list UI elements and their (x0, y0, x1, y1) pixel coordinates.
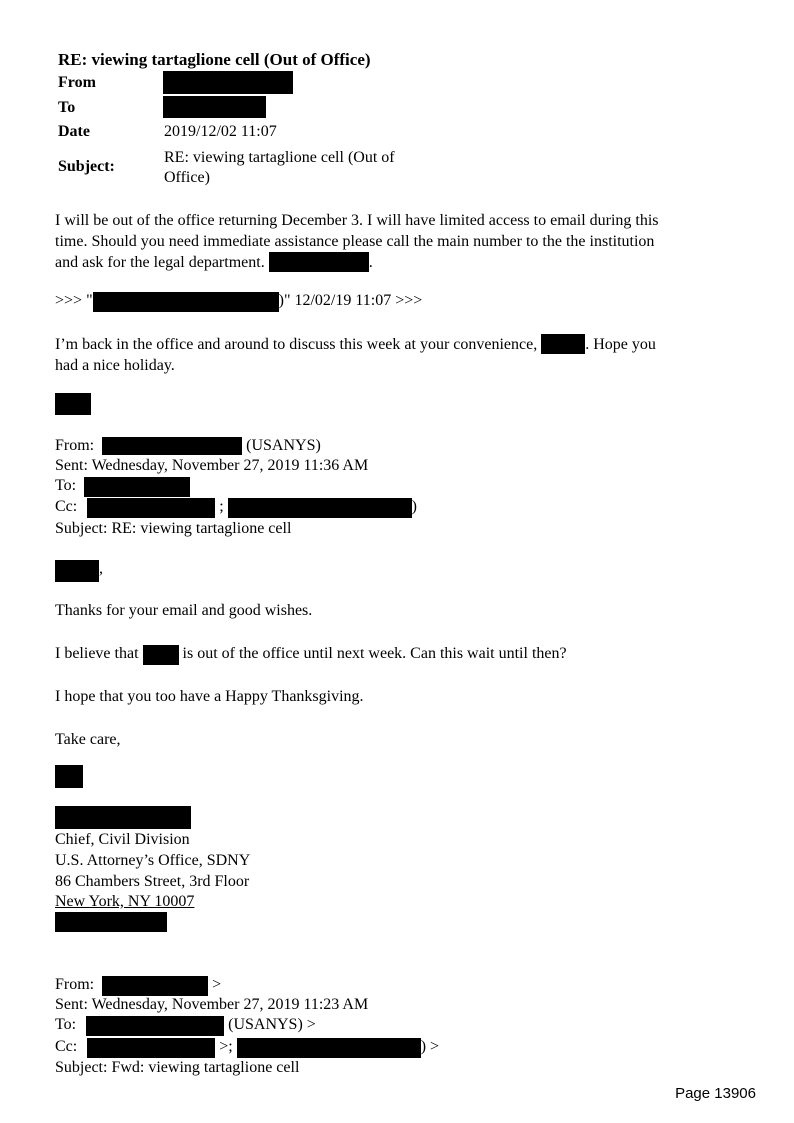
email2-from (55, 976, 221, 996)
email1-thanks: Thanks for your email and good wishes. (55, 602, 313, 619)
email2-cc (55, 1038, 439, 1058)
redaction-email2-from (102, 976, 208, 996)
redaction-email1-greeting (55, 560, 99, 582)
email1-cc (55, 498, 417, 518)
email1-to-label: To: (55, 477, 77, 494)
reply-line-1-start: I’m back in the office and around to discuss this week at your convenience, (55, 336, 538, 353)
email1-greeting-end: , (99, 560, 103, 577)
signature-title: Chief, Civil Division (55, 831, 190, 848)
email1-believe-start: I believe that (55, 645, 139, 662)
redaction-to (163, 96, 266, 118)
redaction-email1-from (102, 437, 242, 455)
redaction-quote-sender (93, 292, 279, 312)
from-label: From (58, 74, 96, 91)
redaction-signature-phone (55, 912, 167, 932)
email1-believe (55, 645, 567, 665)
redaction-email2-cc-1 (87, 1038, 215, 1058)
reply-paragraph (55, 334, 656, 376)
subject-label: Subject: (58, 158, 115, 175)
email1-cc-label: Cc: (55, 498, 78, 515)
email2-cc-label: Cc: (55, 1038, 78, 1055)
redaction-legal-contact (269, 252, 369, 272)
email2-from-end: > (212, 976, 222, 993)
subject-value (164, 148, 395, 188)
redaction-email1-believe-name (143, 645, 179, 665)
email2-to-label: To: (55, 1016, 77, 1033)
email1-subject: Subject: RE: viewing tartaglione cell (55, 520, 292, 537)
reply-line-2: had a nice holiday. (55, 357, 175, 374)
email1-believe-end: is out of the office until next week. Can this wait until then? (182, 645, 567, 662)
auto-reply-paragraph (55, 210, 659, 273)
email2-from-label: From: (55, 976, 95, 993)
auto-reply-line-2: time. Should you need immediate assistance please call the main number to the the institution (55, 233, 655, 250)
email2-to-suffix: (USANYS) > (228, 1016, 316, 1033)
reply-line-1-end: . Hope you (585, 336, 656, 353)
email1-from-suffix: (USANYS) (246, 437, 321, 454)
subject-line-1: RE: viewing tartaglione cell (Out of (164, 149, 395, 166)
redaction-from (163, 71, 293, 94)
quote-suffix: )" 12/02/19 11:07 >>> (278, 292, 423, 309)
redaction-email1-cc-2 (228, 498, 412, 518)
email1-sent: Sent: Wednesday, November 27, 2019 11:36 AM (55, 457, 369, 474)
email1-to (55, 477, 190, 497)
email1-cc-end: ) (411, 498, 417, 515)
quote-prefix: >>> " (55, 292, 93, 309)
email1-cc-sep: ; (219, 498, 224, 515)
auto-reply-line-1: I will be out of the office returning December 3. I will have limited access to email during this (55, 212, 659, 229)
email1-take-care: Take care, (55, 731, 121, 748)
signature-street: 86 Chambers Street, 3rd Floor (55, 873, 250, 890)
email2-cc-end: ) > (420, 1038, 440, 1055)
redaction-reply-signature (55, 393, 91, 415)
date-value: 2019/12/02 11:07 (164, 123, 277, 140)
email1-from (55, 437, 321, 455)
redaction-reply-name (541, 334, 585, 354)
subject-line-2: Office) (164, 169, 210, 186)
auto-reply-line-3: and ask for the legal department. (55, 254, 265, 271)
redaction-email1-cc-1 (87, 498, 215, 518)
redaction-email2-to (86, 1016, 224, 1036)
redaction-email1-initial (55, 765, 83, 788)
auto-reply-line-3-end: . (368, 254, 373, 271)
email2-to (55, 1016, 316, 1036)
redaction-email1-to (84, 477, 190, 497)
date-label: Date (58, 123, 90, 140)
email1-greeting (55, 560, 103, 582)
email2-subject: Subject: Fwd: viewing tartaglione cell (55, 1059, 300, 1076)
signature-city: New York, NY 10007 (55, 893, 195, 910)
email2-cc-mid: >; (219, 1038, 233, 1055)
redaction-email2-cc-2 (237, 1038, 421, 1058)
email-title: RE: viewing tartaglione cell (Out of Office) (58, 50, 371, 69)
signature-office: U.S. Attorney’s Office, SDNY (55, 852, 251, 869)
email1-from-label: From: (55, 437, 95, 454)
email1-hope: I hope that you too have a Happy Thanksgiving. (55, 688, 364, 705)
quote-line (55, 292, 422, 312)
redaction-signature-name (55, 806, 191, 829)
to-label: To (58, 99, 76, 116)
email2-sent: Sent: Wednesday, November 27, 2019 11:23 AM (55, 996, 369, 1013)
page-number: Page 13906 (675, 1085, 756, 1102)
